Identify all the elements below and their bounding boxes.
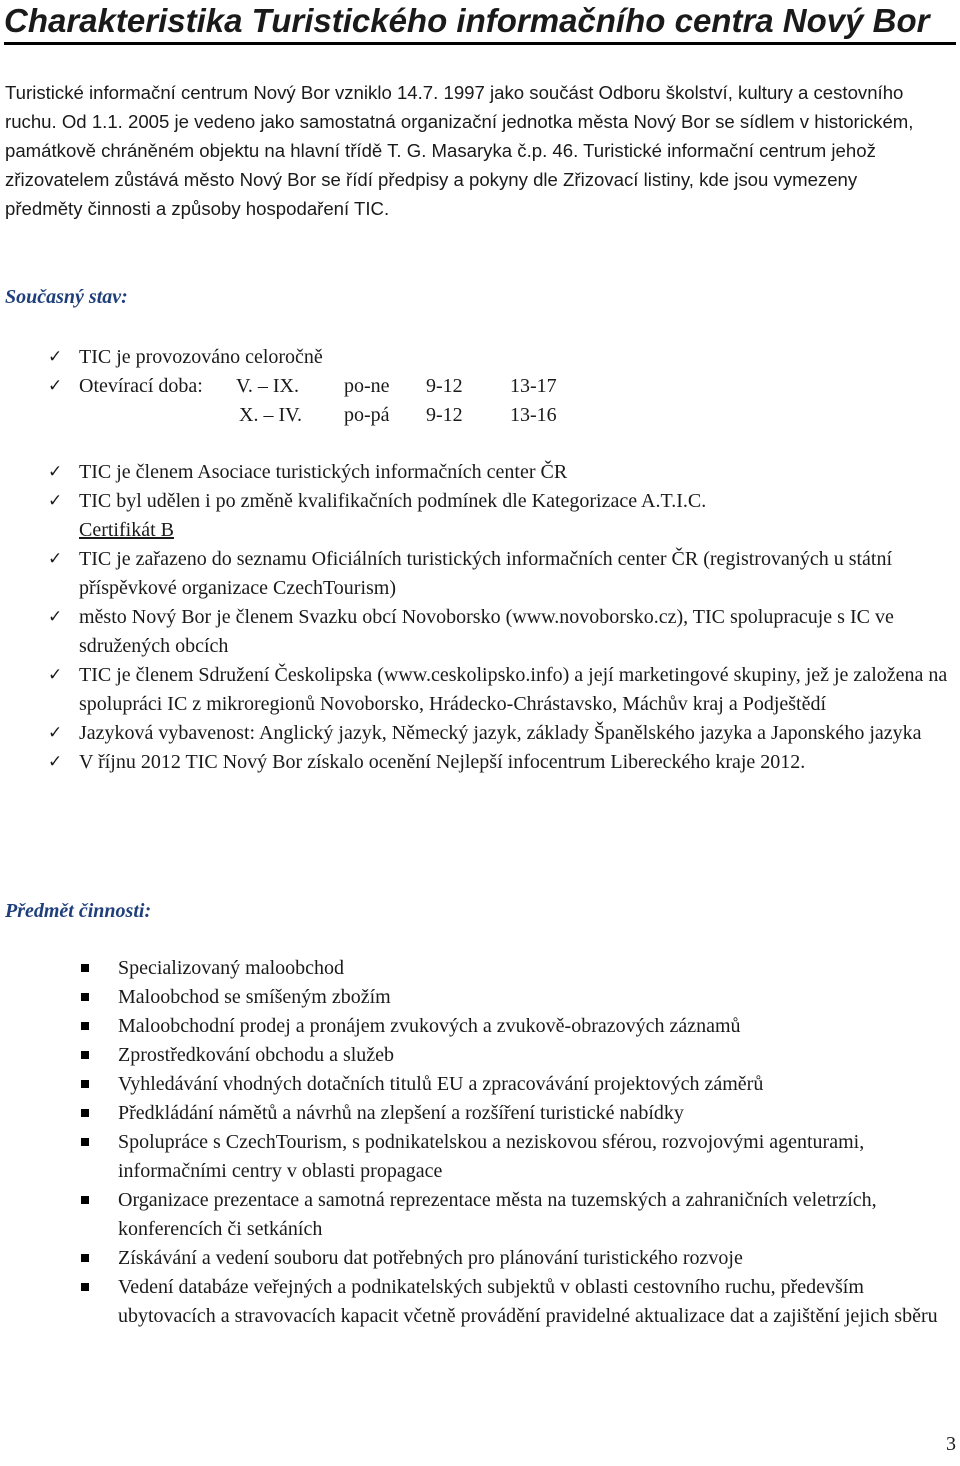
- square-bullet-icon: [81, 1080, 89, 1088]
- list-item-text: TIC je členem Sdružení Českolipska (www.ceskolipsko.info) a její marketingové skupiny, jež je založena na spolupráci IC z mikroregionů Novoborsko, Hrádecko-Chrástavsko, Máchův kraj a Podještědí: [79, 664, 948, 715]
- list-item: [0, 1186, 960, 1244]
- list-item-text: Specializovaný maloobchod: [118, 957, 345, 979]
- list-item-text: TIC je členem Asociace turistických informačních center ČR: [79, 461, 568, 483]
- list-item-text: Zprostředkování obchodu a služeb: [118, 1044, 395, 1066]
- hours-afternoon: 13-16: [510, 404, 557, 426]
- list-item: [0, 1070, 960, 1099]
- list-item-text: město Nový Bor je členem Svazku obcí Novoborsko (www.novoborsko.cz), TIC spolupracuje s IC ve sdružených obcích: [79, 606, 894, 657]
- list-item: [0, 1244, 960, 1273]
- list-item: [0, 1128, 960, 1186]
- list-item-text: Vyhledávání vhodných dotačních titulů EU a zpracovávání projektových záměrů: [118, 1073, 764, 1095]
- checkmark-icon: ✓: [48, 549, 63, 569]
- hours-period: X. – IV.: [239, 404, 302, 426]
- checkmark-icon: ✓: [48, 723, 63, 743]
- checkmark-icon: ✓: [48, 607, 63, 627]
- square-bullet-icon: [81, 1254, 89, 1262]
- list-item-text: V říjnu 2012 TIC Nový Bor získalo ocenění Nejlepší infocentrum Libereckého kraje 2012.: [79, 751, 806, 773]
- list-item: [0, 719, 960, 748]
- checkmark-icon: ✓: [48, 376, 63, 396]
- list-item: [0, 748, 960, 777]
- list-item-text: Získávání a vedení souboru dat potřebných pro plánování turistického rozvoje: [118, 1247, 743, 1269]
- list-item: [0, 603, 960, 661]
- list-item: [0, 458, 960, 487]
- activities-heading: Předmět činnosti:: [5, 900, 152, 922]
- square-bullet-icon: [81, 993, 89, 1001]
- checkmark-icon: ✓: [48, 462, 63, 482]
- square-bullet-icon: [81, 1138, 89, 1146]
- hours-days: po-ne: [344, 375, 390, 397]
- current-state-list: [0, 458, 960, 777]
- list-item-text: Maloobchod se smíšeným zbožím: [118, 986, 391, 1008]
- list-item-text: Spolupráce s CzechTourism, s podnikatelskou a neziskovou sférou, rozvojovými agenturami, informačními centry v oblasti propagace: [118, 1131, 865, 1182]
- hours-afternoon: 13-17: [510, 375, 557, 397]
- page-number: 3: [946, 1433, 956, 1455]
- checkmark-icon: ✓: [48, 491, 63, 511]
- hours-row-summer: [79, 372, 960, 401]
- hours-row-winter: [79, 401, 960, 430]
- square-bullet-icon: [81, 1109, 89, 1117]
- list-item-text: Maloobchodní prodej a pronájem zvukových a zvukově-obrazových záznamů: [118, 1015, 741, 1037]
- list-item-text: Předkládání námětů a návrhů na zlepšení a rozšíření turistické nabídky: [118, 1102, 684, 1124]
- list-item-text: TIC je zařazeno do seznamu Oficiálních turistických informačních center ČR (registrovaných u státní příspěvkové organizace CzechTourism): [79, 548, 893, 599]
- year-round-text: TIC je provozováno celoročně: [79, 346, 323, 368]
- checkmark-icon: ✓: [48, 752, 63, 772]
- list-item: [0, 1041, 960, 1070]
- hours-label: Otevírací doba:: [79, 375, 203, 397]
- list-item: [0, 1099, 960, 1128]
- current-state-list-top: [0, 343, 960, 430]
- list-item: [0, 487, 960, 545]
- list-item-text: Organizace prezentace a samotná reprezentace města na tuzemských a zahraničních veletrzích, konferencích či setkáních: [118, 1189, 877, 1240]
- list-item: [0, 661, 960, 719]
- certificate-label: Certifikát B: [79, 519, 174, 541]
- list-item: [0, 343, 960, 372]
- square-bullet-icon: [81, 1196, 89, 1204]
- list-item: [0, 954, 960, 983]
- intro-paragraph: Turistické informační centrum Nový Bor vzniklo 14.7. 1997 jako součást Odboru školství, kultury a cestovního ruchu. Od 1.1. 2005 je vedeno jako samostatná organizační jednotka města Nový Bor se sídlem v historickém, památkově chráněném objektu na hlavní třídě T. G. Masaryka č.p. 46. Turistické informační centrum jehož zřizovatelem zůstává město Nový Bor se řídí předpisy a pokyny dle Zřizovací listiny, kde jsou vymezeny předměty činnosti a způsoby hospodaření TIC.: [5, 82, 914, 219]
- list-item: [0, 1012, 960, 1041]
- hours-morning: 9-12: [426, 375, 463, 397]
- list-item: [0, 372, 960, 430]
- square-bullet-icon: [81, 964, 89, 972]
- activities-list: [0, 954, 960, 1331]
- hours-days: po-pá: [344, 404, 390, 426]
- hours-period: V. – IX.: [236, 375, 299, 397]
- list-item-text: TIC byl udělen i po změně kvalifikačních podmínek dle Kategorizace A.T.I.C.: [79, 490, 707, 512]
- list-item: [0, 983, 960, 1012]
- checkmark-icon: ✓: [48, 665, 63, 685]
- hours-morning: 9-12: [426, 404, 463, 426]
- list-item-text: Vedení databáze veřejných a podnikatelských subjektů v oblasti cestovního ruchu, především ubytovacích a stravovacích kapacit včetně provádění pravidelné aktualizace dat a zajištění jejich sběru: [118, 1276, 938, 1327]
- square-bullet-icon: [81, 1022, 89, 1030]
- current-state-heading: Současný stav:: [5, 286, 128, 308]
- square-bullet-icon: [81, 1283, 89, 1291]
- square-bullet-icon: [81, 1051, 89, 1059]
- list-item: [0, 1273, 960, 1331]
- list-item: [0, 545, 960, 603]
- page-title: Charakteristika Turistického informačního centra Nový Bor: [4, 0, 956, 45]
- checkmark-icon: ✓: [48, 347, 63, 367]
- list-item-text: Jazyková vybavenost: Anglický jazyk, Německý jazyk, základy Španělského jazyka a Japonského jazyka: [79, 722, 922, 744]
